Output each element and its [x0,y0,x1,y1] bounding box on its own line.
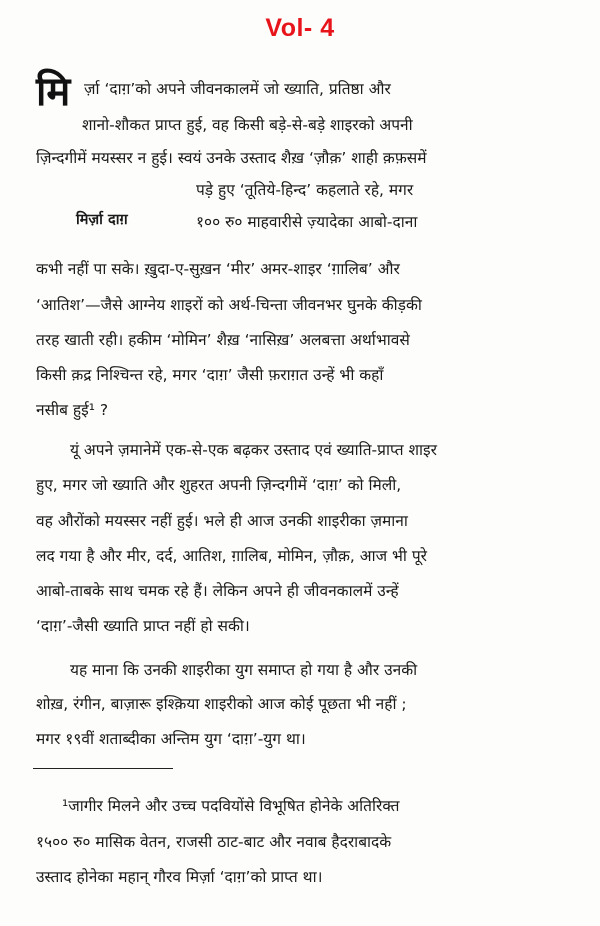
footnote-line-1: ¹जागीर मिलने और उच्च पदवियोंसे विभूषित होनेके अतिरिक्त [62,797,400,815]
paragraph2-line-3: वह औरोंको मयस्सर नहीं हुई। भले ही आज उनकी शाइरीका ज़माना [36,512,408,530]
paragraph3-line-3: मगर १९वीं शताब्दीका अन्तिम युग ‘दाग़’-युग था। [36,730,306,748]
paragraph1-line-10: नसीब हुई¹ ? [36,401,109,419]
volume-label: Vol- 4 [265,14,335,42]
paragraph1-line-9: किसी क़द्र निश्चिन्त रहे, मगर ‘दाग़’ जैसी फ़राग़त उन्हें भी कहाँ [36,366,384,384]
footnote-line-2: १५०० रु० मासिक वेतन, राजसी ठाट-बाट और नवाब हैदराबादके [36,833,392,851]
paragraph2-line-4: लद गया है और मीर, दर्द, आतिश, ग़ालिब, मोमिन, ज़ौक़, आज भी पूरे [36,547,427,565]
image-caption: मिर्ज़ा दाग़ [76,212,128,228]
footnote-line-3: उस्ताद होनेका महान् गौरव मिर्ज़ा ‘दाग़’को प्राप्त था। [36,868,323,886]
paragraph2-line-5: आबो-ताबके साथ चमक रहे हैं। लेकिन अपने ही जीवनकालमें उन्हें [36,582,399,600]
paragraph1-line-2: शानो-शौकत प्राप्त हुई, वह किसी बड़े-से-बड़े शाइरको अपनी [82,116,413,134]
paragraph1-line-4: पड़े हुए ‘तूतिये-हिन्द’ कहलाते रहे, मगर [196,181,414,199]
paragraph2-line-2: हुए, मगर जो ख्याति और शुहरत अपनी ज़िन्दगीमें ‘दाग़’ को मिली, [36,476,402,494]
paragraph2-line-1: यूं अपने ज़मानेमें एक-से-एक बढ़कर उस्ताद एवं ख्याति-प्राप्त शाइर [70,441,438,459]
paragraph1-line-5: १०० रु० माहवारीसे ज़्यादेका आबो-दाना [196,213,418,231]
paragraph1-line-8: तरह खाती रही। हकीम ‘मोमिन’ शैख़ ‘नासिख़’ अलबत्ता अर्थाभावसे [36,331,410,349]
paragraph1-line-3: ज़िन्दगीमें मयस्सर न हुई। स्वयं उनके उस्ताद शैख़ ‘ज़ौक़’ शाही क़फ़समें [36,149,427,167]
paragraph3-line-2: शोख़, रंगीन, बाज़ारू इश्क़िया शाइरीको आज कोई पूछता भी नहीं ; [36,695,407,713]
drop-cap: मि [36,68,71,115]
paragraph1-line-7: ‘आतिश’—जैसे आग्नेय शाइरों को अर्थ-चिन्ता जीवनभर घुनके कीड़की [36,296,422,314]
paragraph1-line-1: र्ज़ा ‘दाग़’को अपने जीवनकालमें जो ख्याति, प्रतिष्ठा और [84,80,391,98]
paragraph3-line-1: यह माना कि उनकी शाइरीका युग समाप्त हो गया है और उनकी [70,661,418,679]
footnote-rule [33,768,173,769]
paragraph1-line-6: कभी नहीं पा सके। ख़ुदा-ए-सुख़न ‘मीर’ अमर-शाइर ‘ग़ालिब’ और [36,260,400,278]
paragraph2-line-6: ‘दाग़’-जैसी ख्याति प्राप्त नहीं हो सकी। [36,617,250,635]
